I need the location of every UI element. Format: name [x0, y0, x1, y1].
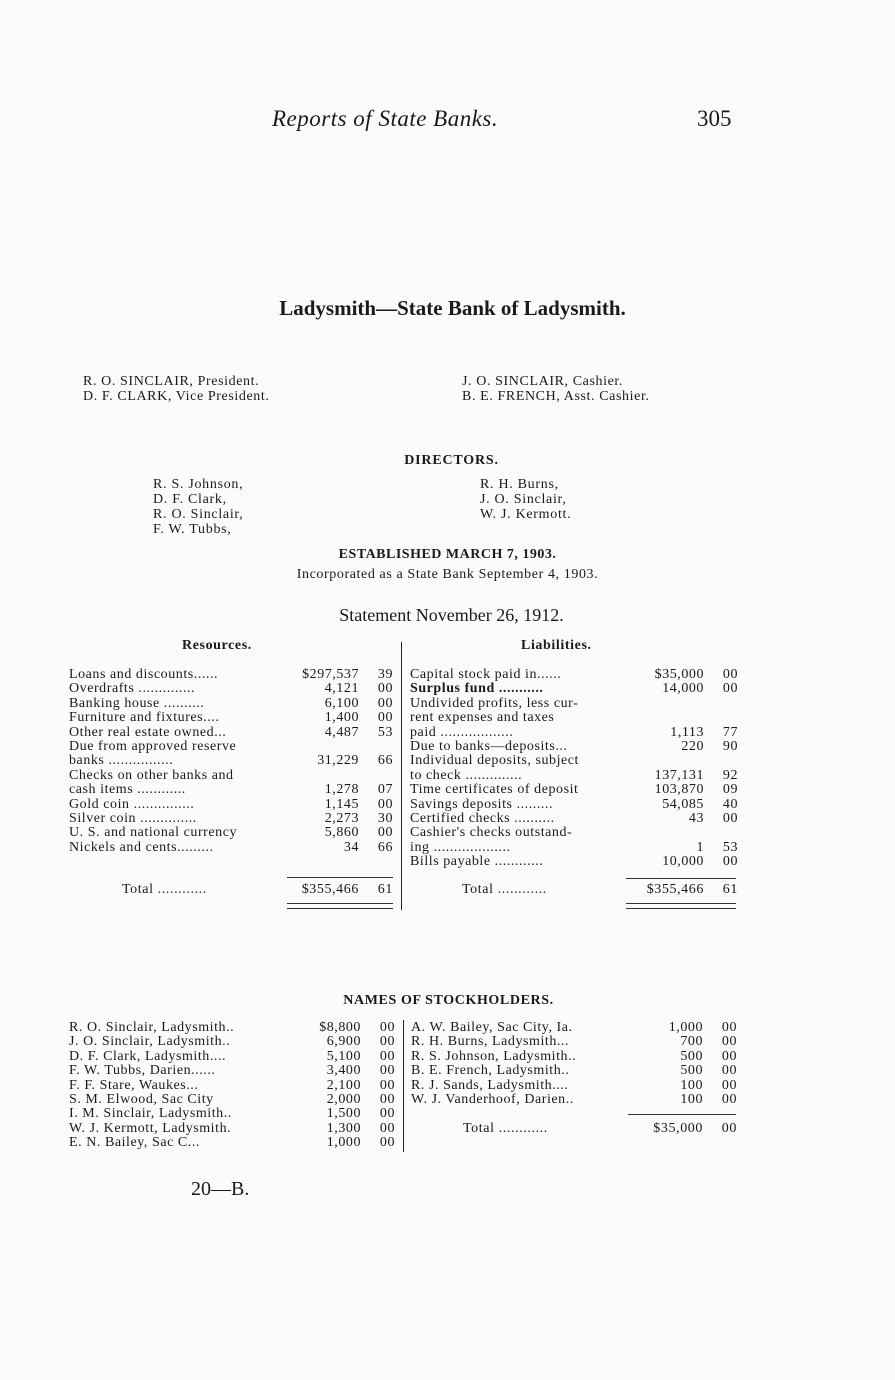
officer-line: D. F. CLARK, Vice President. [83, 389, 270, 404]
row-label: Time certificates of deposit [410, 782, 579, 798]
row-cents: 00 [722, 681, 738, 697]
table-row [410, 697, 738, 711]
column-divider [401, 642, 402, 910]
row-label: Undivided profits, less cur- [410, 695, 579, 711]
row-label: Loans and discounts...... [69, 667, 219, 682]
row-label: B. E. French, Ladysmith.. [411, 1063, 570, 1079]
table-row [410, 812, 738, 826]
row-label: R. O. Sinclair, Ladysmith.. [69, 1020, 235, 1035]
row-cents: 90 [722, 738, 738, 754]
row-dollars: 103,870 [654, 782, 704, 798]
row-cents: 53 [377, 724, 393, 740]
row-dollars: 1,145 [324, 796, 359, 812]
row-dollars: 6,100 [324, 695, 359, 711]
row-cents: 53 [722, 839, 738, 855]
row-dollars: 14,000 [662, 681, 704, 697]
row-label: ing ................... [410, 839, 511, 855]
total-dollars: $355,466 [301, 882, 359, 897]
row-label: Individual deposits, subject [410, 753, 579, 769]
total-label: Total ............ [462, 882, 547, 897]
row-dollars: 34 [343, 839, 359, 855]
row-cents: 00 [721, 1091, 737, 1107]
table-row [410, 726, 738, 740]
row-cents: 92 [722, 767, 738, 783]
table-row [69, 740, 393, 754]
table-row [69, 769, 393, 783]
row-cents: 00 [379, 1120, 395, 1136]
total-cents: 61 [722, 882, 738, 897]
total-dollars: $35,000 [653, 1121, 703, 1136]
table-row [410, 855, 738, 869]
table-row [69, 1064, 395, 1078]
stockholders-right-table [411, 1021, 737, 1107]
director-name: W. J. Kermott. [480, 507, 572, 522]
row-label: D. F. Clark, Ladysmith.... [69, 1048, 227, 1064]
table-row [411, 1050, 737, 1064]
row-label: paid .................. [410, 724, 514, 740]
table-row [411, 1093, 737, 1107]
officer-line: B. E. FRENCH, Asst. Cashier. [462, 389, 650, 404]
table-row [410, 682, 738, 696]
table-row [69, 1035, 395, 1049]
stockholders-heading: NAMES OF STOCKHOLDERS. [343, 993, 554, 1008]
row-label: Overdrafts .............. [69, 681, 196, 697]
row-label: F. F. Stare, Waukes... [69, 1077, 199, 1093]
row-cents: 00 [377, 695, 393, 711]
row-dollars: 100 [680, 1077, 703, 1093]
table-row [410, 783, 738, 797]
row-label: W. J. Vanderhoof, Darien.. [411, 1091, 574, 1107]
row-dollars: 4,121 [324, 681, 359, 697]
row-dollars: $297,537 [302, 667, 359, 682]
row-dollars: 5,100 [326, 1048, 361, 1064]
page-number: 305 [697, 106, 732, 131]
director-name: J. O. Sinclair, [480, 492, 567, 507]
officer-line: R. O. SINCLAIR, President. [83, 374, 260, 389]
row-dollars: 43 [688, 810, 704, 826]
stockholders-left-table [69, 1021, 395, 1151]
row-label: Savings deposits ......... [410, 796, 554, 812]
established-line: ESTABLISHED MARCH 7, 1903. [338, 547, 557, 562]
row-cents: 77 [722, 724, 738, 740]
row-cents: 09 [722, 782, 738, 798]
total-label: Total ............ [463, 1121, 548, 1136]
row-dollars: 1,000 [326, 1135, 361, 1151]
row-label: Due to banks—deposits... [410, 738, 568, 754]
row-dollars: 6,900 [326, 1034, 361, 1050]
table-row [69, 1136, 395, 1150]
total-label: Total ............ [122, 882, 207, 897]
table-row [69, 682, 393, 696]
row-cents: 00 [379, 1135, 395, 1151]
resources-heading: Resources. [182, 638, 252, 653]
row-label: Cashier's checks outstand- [410, 825, 573, 841]
director-name: D. F. Clark, [153, 492, 227, 507]
statement-title: Statement November 26, 1912. [339, 605, 564, 625]
row-dollars: 1,300 [326, 1120, 361, 1136]
row-cents: 00 [721, 1063, 737, 1079]
table-row [410, 841, 738, 855]
row-cents: 39 [377, 667, 393, 682]
row-label: W. J. Kermott, Ladysmith. [69, 1120, 232, 1136]
total-dollars: $355,466 [646, 882, 704, 897]
table-row [410, 740, 738, 754]
table-row [69, 1021, 395, 1035]
row-label: J. O. Sinclair, Ladysmith.. [69, 1034, 231, 1050]
row-label: rent expenses and taxes [410, 710, 555, 726]
table-row [69, 1122, 395, 1136]
row-dollars: 3,400 [326, 1063, 361, 1079]
row-label: Furniture and fixtures.... [69, 710, 220, 726]
row-dollars: 2,100 [326, 1077, 361, 1093]
directors-heading: DIRECTORS. [404, 453, 499, 468]
signature-mark: 20—B. [191, 1178, 250, 1200]
row-label: U. S. and national currency [69, 825, 238, 841]
row-cents: 00 [721, 1034, 737, 1050]
row-dollars: 100 [680, 1091, 703, 1107]
director-name: F. W. Tubbs, [153, 522, 232, 537]
table-row [411, 1021, 737, 1035]
row-cents: 00 [379, 1063, 395, 1079]
row-label: Nickels and cents......... [69, 839, 214, 855]
row-dollars: 500 [680, 1063, 703, 1079]
row-label: banks ................ [69, 753, 174, 769]
row-label: F. W. Tubbs, Darien...... [69, 1063, 216, 1079]
row-label: Silver coin .............. [69, 810, 197, 826]
row-label: Banking house .......... [69, 695, 205, 711]
table-row [69, 726, 393, 740]
table-row [69, 1107, 395, 1121]
officer-line: J. O. SINCLAIR, Cashier. [462, 374, 624, 389]
row-label: Checks on other banks and [69, 767, 234, 783]
director-name: R. H. Burns, [480, 477, 559, 492]
row-label: R. H. Burns, Ladysmith... [411, 1034, 570, 1050]
row-label: A. W. Bailey, Sac City, Ia. [411, 1020, 573, 1035]
row-cents: 66 [377, 839, 393, 855]
table-row [69, 1050, 395, 1064]
resources-table [69, 668, 393, 855]
table-row [410, 711, 738, 725]
row-cents: 30 [377, 810, 393, 826]
table-row [69, 668, 393, 682]
row-label: S. M. Elwood, Sac City [69, 1091, 214, 1107]
row-cents: 00 [377, 796, 393, 812]
row-dollars: 31,229 [317, 753, 359, 769]
row-label: Capital stock paid in...... [410, 667, 562, 682]
row-cents: 00 [722, 667, 738, 682]
row-cents: 00 [379, 1048, 395, 1064]
row-dollars: 2,273 [324, 810, 359, 826]
row-dollars: 220 [681, 738, 704, 754]
table-row [69, 1079, 395, 1093]
row-cents: 00 [722, 854, 738, 870]
total-cents: 00 [721, 1121, 737, 1136]
row-label: E. N. Bailey, Sac C... [69, 1135, 200, 1151]
row-cents: 00 [721, 1020, 737, 1035]
row-dollars: $8,800 [319, 1020, 361, 1035]
table-row [69, 754, 393, 768]
row-cents: 00 [379, 1020, 395, 1035]
stockholders-divider [403, 1020, 404, 1152]
directors-right [480, 477, 571, 522]
row-cents: 00 [721, 1048, 737, 1064]
row-label: R. S. Johnson, Ladysmith.. [411, 1048, 577, 1064]
running-head [0, 106, 895, 134]
director-name: R. S. Johnson, [153, 477, 244, 492]
liabilities-total [410, 883, 738, 897]
row-label: Bills payable ............ [410, 854, 544, 870]
row-label: to check .............. [410, 767, 523, 783]
row-cents: 00 [379, 1077, 395, 1093]
row-dollars: 5,860 [324, 825, 359, 841]
row-dollars: 1 [696, 839, 704, 855]
row-label: Certified checks .......... [410, 810, 555, 826]
bank-title: Ladysmith—State Bank of Ladysmith. [279, 296, 626, 320]
officers-left [83, 374, 269, 404]
row-dollars: 700 [680, 1034, 703, 1050]
table-row [69, 826, 393, 840]
row-cents: 07 [377, 782, 393, 798]
row-label: Gold coin ............... [69, 796, 195, 812]
row-dollars: 54,085 [662, 796, 704, 812]
row-cents: 00 [721, 1077, 737, 1093]
director-name: R. O. Sinclair, [153, 507, 244, 522]
row-label: R. J. Sands, Ladysmith.... [411, 1077, 569, 1093]
row-cents: 00 [377, 710, 393, 726]
table-row [69, 841, 393, 855]
incorporated-line: Incorporated as a State Bank September 4, 1903. [296, 567, 599, 582]
row-cents: 00 [377, 825, 393, 841]
table-row [411, 1064, 737, 1078]
table-row [410, 826, 738, 840]
table-row [410, 769, 738, 783]
row-dollars: 1,278 [324, 782, 359, 798]
table-row [69, 812, 393, 826]
row-dollars: 1,000 [668, 1020, 703, 1035]
row-cents: 00 [722, 810, 738, 826]
resources-double-rule [287, 903, 393, 909]
row-cents: 40 [722, 796, 738, 812]
row-dollars: 500 [680, 1048, 703, 1064]
row-cents: 00 [379, 1106, 395, 1122]
row-dollars: 10,000 [662, 854, 704, 870]
row-label: Due from approved reserve [69, 738, 237, 754]
table-row [69, 798, 393, 812]
table-row [69, 711, 393, 725]
table-row [410, 798, 738, 812]
table-row [69, 697, 393, 711]
table-row [410, 668, 738, 682]
row-cents: 00 [379, 1091, 395, 1107]
row-label: I. M. Sinclair, Ladysmith.. [69, 1106, 232, 1122]
row-label: cash items ............ [69, 782, 186, 798]
table-row [411, 1079, 737, 1093]
row-dollars: 137,131 [654, 767, 704, 783]
liabilities-heading: Liabilities. [521, 638, 592, 653]
row-cents: 66 [377, 753, 393, 769]
table-row [69, 783, 393, 797]
table-row [410, 754, 738, 768]
row-dollars: $35,000 [654, 667, 704, 682]
row-dollars: 4,487 [324, 724, 359, 740]
row-dollars: 1,113 [670, 724, 704, 740]
row-dollars: 1,500 [326, 1106, 361, 1122]
liabilities-sum-rule [626, 878, 736, 879]
resources-sum-rule [287, 877, 393, 878]
total-cents: 61 [377, 882, 393, 897]
table-row [69, 1093, 395, 1107]
row-label: Surplus fund ........... [410, 681, 544, 697]
directors-left [153, 477, 243, 537]
stockholders-sum-rule [628, 1114, 736, 1115]
table-row [411, 1035, 737, 1049]
officers-right [462, 374, 650, 404]
resources-total [69, 883, 393, 897]
stockholders-total [411, 1122, 737, 1136]
row-dollars: 2,000 [326, 1091, 361, 1107]
running-title: Reports of State Banks. [272, 106, 499, 131]
row-label: Other real estate owned... [69, 724, 227, 740]
row-cents: 00 [379, 1034, 395, 1050]
row-dollars: 1,400 [324, 710, 359, 726]
row-cents: 00 [377, 681, 393, 697]
liabilities-table [410, 668, 738, 869]
liabilities-double-rule [626, 903, 736, 909]
